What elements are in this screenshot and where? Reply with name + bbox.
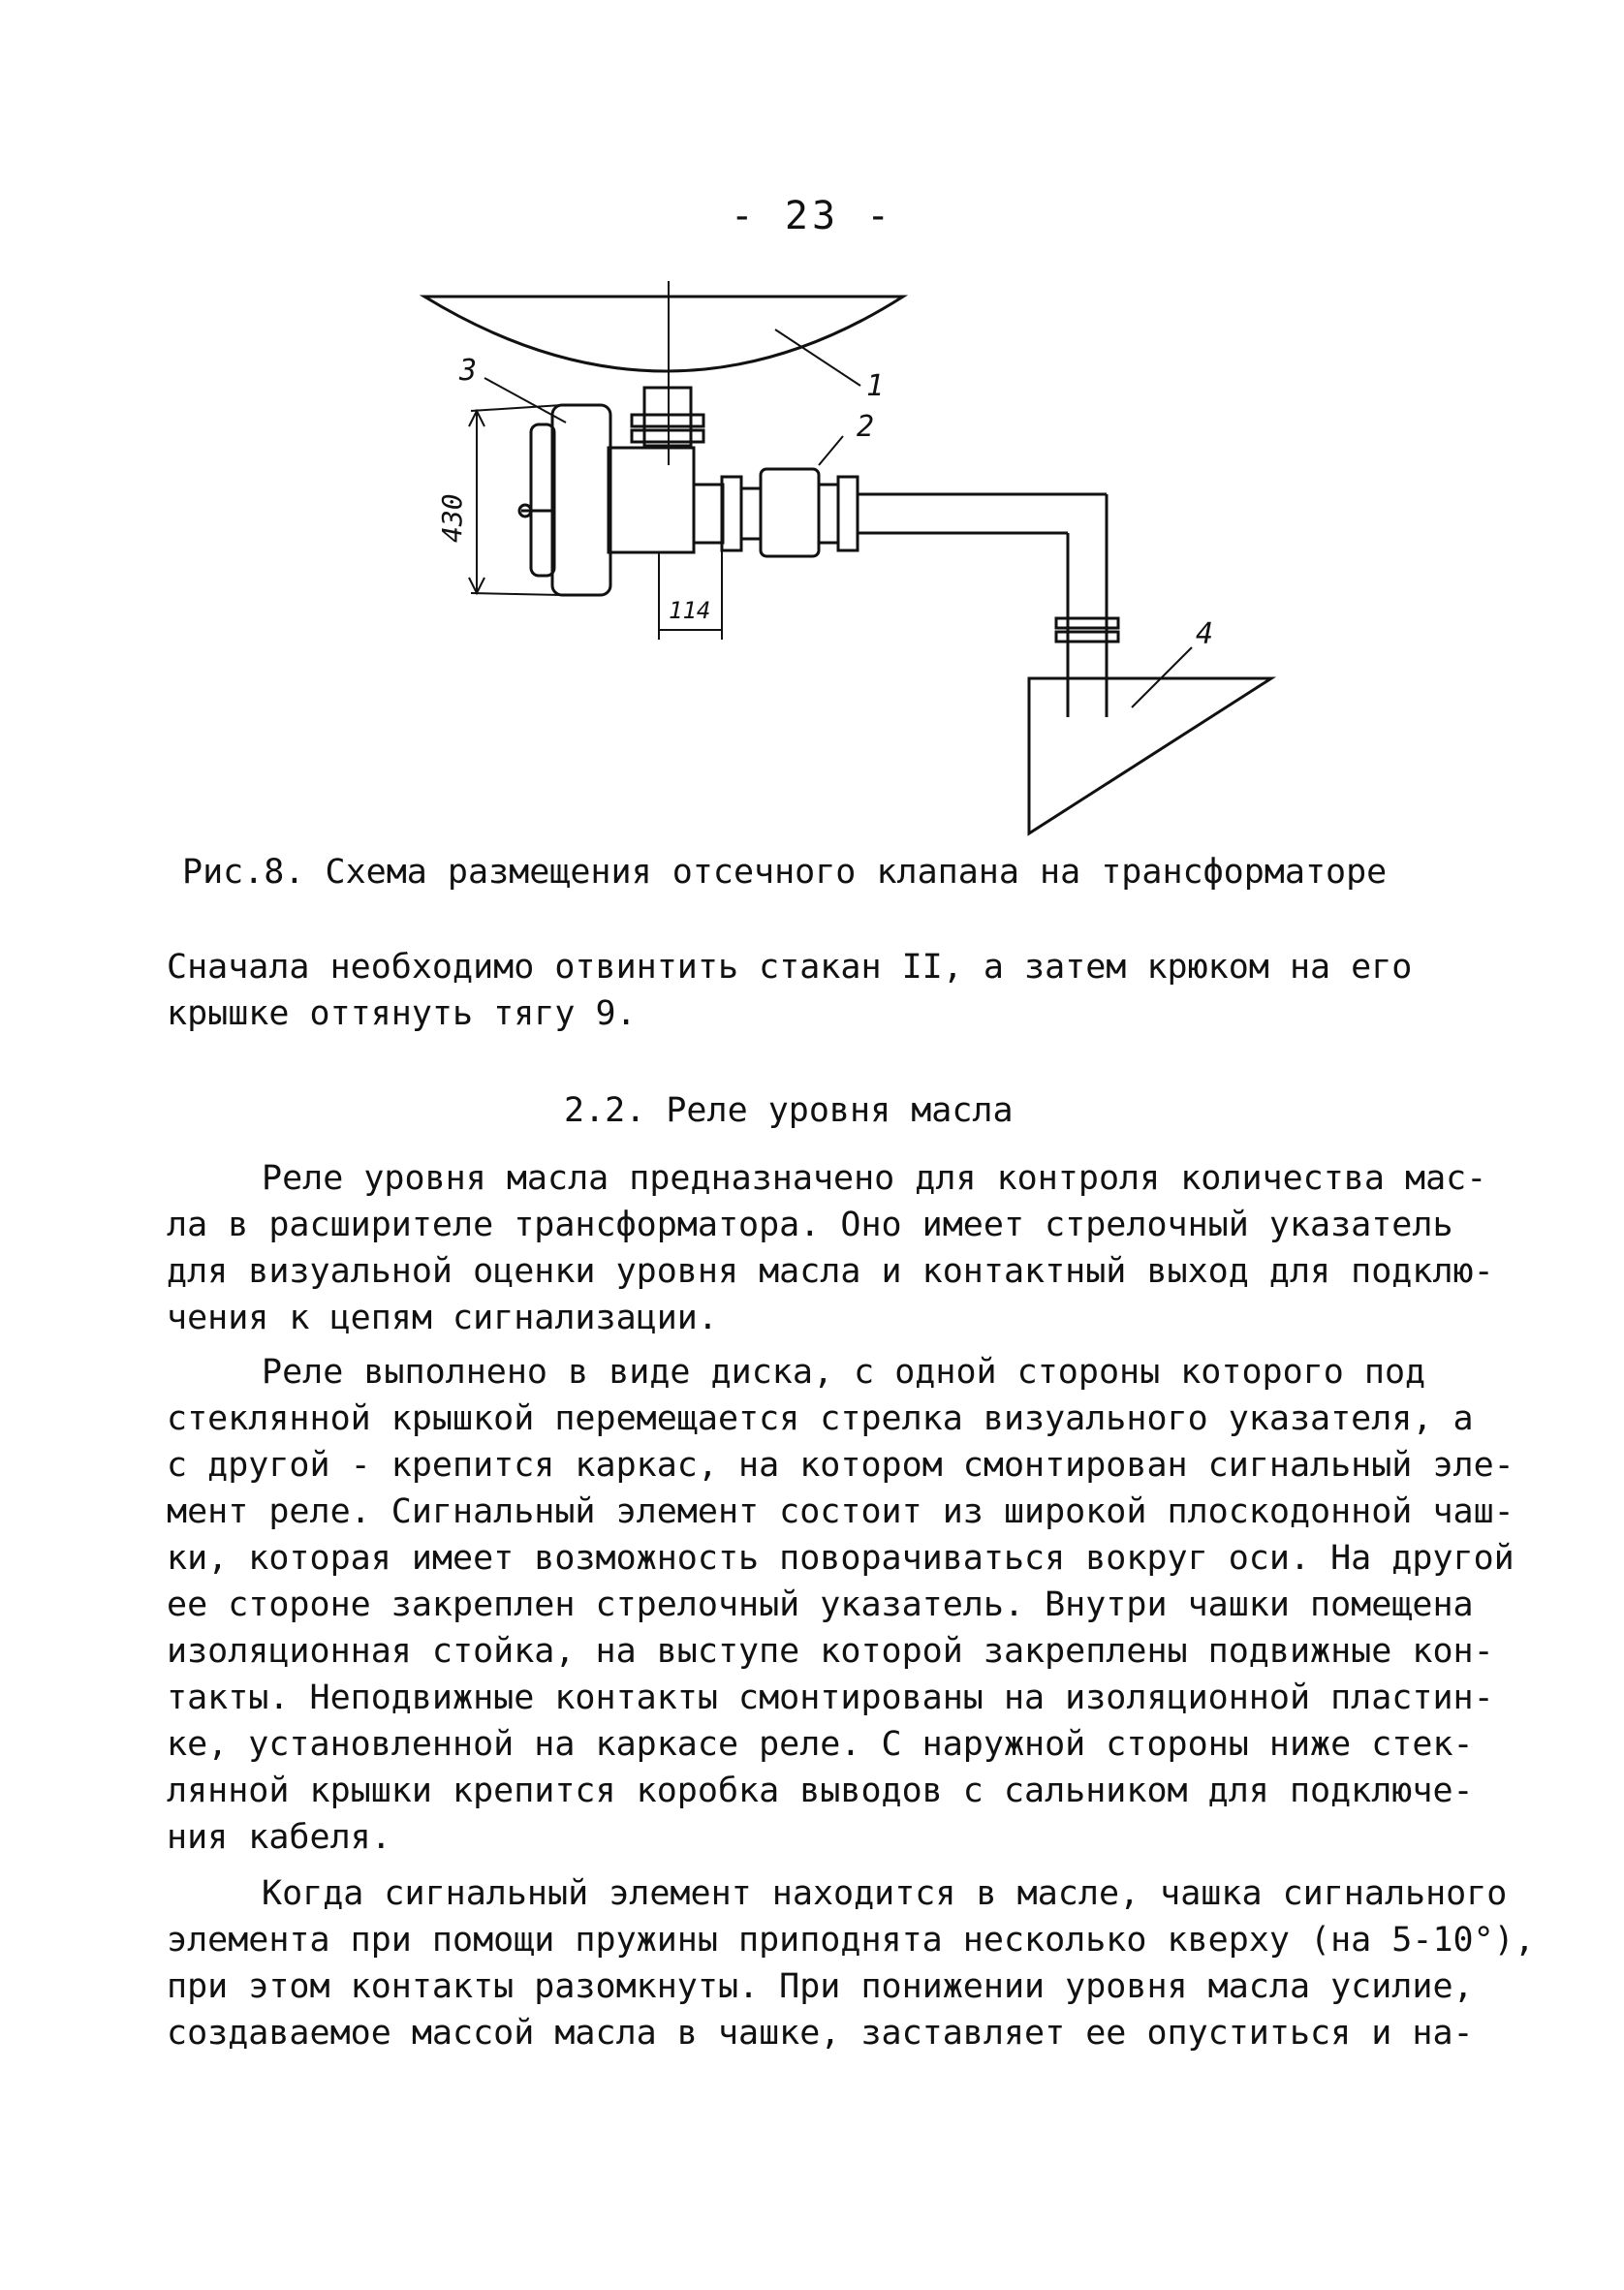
paragraph-line: лянной крышки крепится коробка выводов с сальником для подключе- [167, 1772, 1474, 1810]
tank-outline [424, 297, 903, 371]
coupling-2 [722, 477, 741, 550]
paragraph-line: ке, установленной на каркасе реле. С наружной стороны ниже стек- [167, 1725, 1474, 1764]
conservator-outline [1029, 678, 1271, 833]
dimension-height-label: 430 [436, 493, 468, 543]
figure-caption: Рис.8. Схема размещения отсечного клапана на трансформаторе [182, 853, 1388, 892]
paragraph-line: ла в расширителе трансформатора. Оно имеет стрелочный указатель [167, 1206, 1453, 1244]
paragraph-line: для визуальной оценки уровня масла и контактный выход для подклю- [167, 1252, 1494, 1291]
paragraph-line: крышке оттянуть тягу 9. [167, 994, 637, 1033]
paragraph-line: ния кабеля. [167, 1818, 391, 1857]
paragraph-line: Сначала необходимо отвинтить стакан II, а затем крюком на его [167, 948, 1413, 987]
paragraph-line: создаваемое массой масла в чашке, заставляет ее опуститься и на- [167, 2014, 1474, 2053]
label-1: 1 [866, 369, 885, 403]
paragraph-line: с другой - крепится каркас, на котором смонтирован сигнальный эле- [167, 1446, 1515, 1485]
paragraph-line: такты. Неподвижные контакты смонтированы на изоляционной пластин- [167, 1678, 1494, 1717]
paragraph-line: изоляционная стойка, на выступе которой закреплены подвижные кон- [167, 1632, 1494, 1671]
paragraph-line: ки, которая имеет возможность поворачиваться вокруг оси. На другой [167, 1539, 1515, 1578]
paragraph-line: Когда сигнальный элемент находится в масле, чашка сигнального [262, 1874, 1508, 1913]
label-4: 4 [1196, 617, 1214, 651]
valve-body [609, 448, 694, 552]
paragraph-line: чения к цепям сигнализации. [167, 1299, 718, 1337]
paragraph-line: мент реле. Сигнальный элемент состоит из широкой плоскодонной чаш- [167, 1492, 1515, 1531]
label-3: 3 [459, 354, 478, 388]
paragraph-line: ее стороне закреплен стрелочный указатель. Внутри чашки помещена [167, 1585, 1474, 1624]
valve-placement-diagram [388, 271, 1298, 843]
paragraph-line: стеклянной крышкой перемещается стрелка визуального указателя, а [167, 1399, 1474, 1438]
dimension-offset-label: 114 [669, 597, 711, 624]
paragraph-line: элемента при помощи пружины приподнята несколько кверху (на 5-10°), [167, 1921, 1535, 1960]
page-number: - 23 - [730, 194, 894, 238]
paragraph-line: Реле выполнено в виде диска, с одной стороны которого под [262, 1353, 1426, 1392]
label-2: 2 [857, 410, 875, 444]
section-heading: 2.2. Реле уровня масла [564, 1091, 1014, 1130]
paragraph-line: Реле уровня масла предназначено для контроля количества мас- [262, 1159, 1487, 1198]
paragraph-line: при этом контакты разомкнуты. При понижении уровня масла усилие, [167, 1967, 1474, 2006]
valve-disc [552, 405, 610, 595]
